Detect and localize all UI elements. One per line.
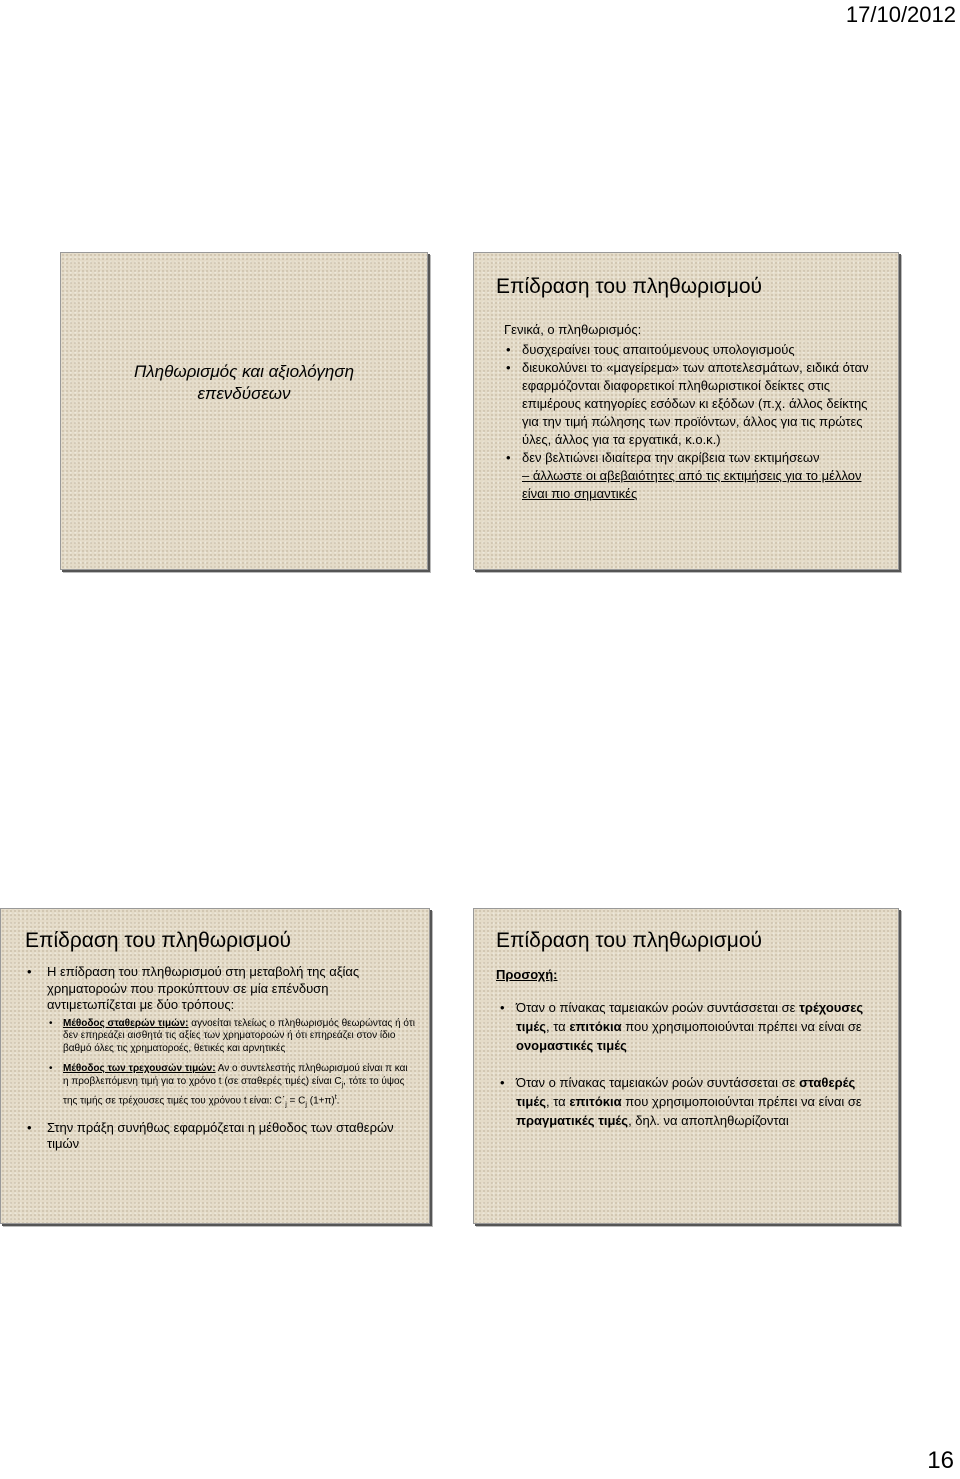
method-text: , τότε το ύψος της τιμής σε τρέχουσες τιμές του χρόνου t είναι: C΄ (63, 1075, 405, 1107)
bullet-text: , δηλ. να αποπληθωρίζονται (628, 1113, 789, 1128)
bullet-item: • Η επίδραση του πληθωρισμού στη μεταβολή της αξίας χρηματοροών που προκύπτουν σε μία επένδυση αντιμετωπίζεται με δύο τρόπους: (23, 964, 415, 1014)
slide-body (496, 965, 884, 1148)
bullet-list (23, 964, 415, 1014)
bold-term: τρέχουσες τιμές (516, 1000, 864, 1034)
method-text: = C (286, 1095, 306, 1107)
method-text: αγνοείται τελείως ο πληθωρισμός θεωρώντας ή ότι δεν επηρεάζει αισθητά τις αξίες των χρηματοροών ή ότι επηρεάζει στον ίδιο βαθμό όλες τις χρηματοροές, θετικές και αρνητικές (63, 1017, 416, 1054)
cover-title (61, 361, 427, 405)
slide-inflation-methods (0, 908, 430, 1224)
superscript-t: t (334, 1094, 337, 1101)
slide-cover (60, 252, 428, 570)
bold-term: πραγματικές τιμές (516, 1113, 629, 1128)
bullet-text: Όταν ο πίνακας ταμειακών ροών συντάσσεται σε (516, 1075, 800, 1090)
method-text: Αν ο συντελεστής πληθωρισμού είναι π και η προβλεπόμενη τιμή για το χρόνο t (σε σταθερές τιμές) είναι C (63, 1063, 408, 1087)
bullet-text: δεν βελτιώνει ιδιαίτερα την ακρίβεια των εκτιμήσεων (522, 450, 820, 465)
subscript-j: j (285, 1101, 287, 1109)
attention-label: Προσοχή: (496, 967, 558, 982)
slide-title: Επίδραση του πληθωρισμού (496, 929, 762, 952)
slide-inflation-attention (473, 908, 899, 1224)
bullet-text: , τα (546, 1094, 570, 1109)
slide-body (23, 964, 415, 1153)
slide-title: Επίδραση του πληθωρισμού (25, 929, 291, 952)
slide-body (504, 321, 880, 503)
bullet-item (496, 1073, 884, 1130)
bold-term: σταθερές τιμές (516, 1075, 856, 1109)
method-constant-prices (47, 1018, 415, 1056)
method-label: Μέθοδος των τρεχουσών τιμών: (63, 1063, 216, 1074)
bullet-list (504, 341, 880, 503)
bullet-list (496, 998, 884, 1130)
cover-title-line2: επενδύσεων (197, 384, 291, 403)
slide-title: Επίδραση του πληθωρισμού (496, 275, 762, 298)
bold-term: επιτόκια (569, 1019, 622, 1034)
intro-text: Γενικά, ο πληθωρισμός: (504, 322, 642, 337)
method-label: Μέθοδος σταθερών τιμών: (63, 1017, 189, 1029)
bullet-list (23, 1120, 415, 1153)
method-list (47, 1018, 415, 1112)
bullet-item (496, 998, 884, 1055)
bold-term: επιτόκια (569, 1094, 622, 1109)
header-date: 17/10/2012 (845, 2, 956, 27)
dash-subpoint: – άλλωστε οι αβεβαιότητες από τις εκτιμήσεις για το μέλλον είναι πιο σημαντικές (522, 468, 862, 501)
bullet-item: • δυσχεραίνει τους απαιτούμενους υπολογισμούς (504, 341, 880, 359)
bullet-text: Όταν ο πίνακας ταμειακών ροών συντάσσεται σε (516, 1000, 800, 1015)
method-current-prices (47, 1063, 415, 1112)
bullet-item (504, 449, 880, 503)
subscript-j: j (305, 1101, 307, 1109)
bullet-item: • Στην πράξη συνήθως εφαρμόζεται η μέθοδος των σταθερών τιμών (23, 1120, 415, 1153)
slide-inflation-effect-general (473, 252, 899, 570)
bullet-text: που χρησιμοποιούνται πρέπει να είναι σε (621, 1094, 862, 1109)
bold-term: ονομαστικές τιμές (516, 1038, 627, 1053)
page-number: 16 (927, 1447, 954, 1474)
bullet-text: , τα (546, 1019, 570, 1034)
subscript-j: j (341, 1081, 344, 1089)
bullet-item: • διευκολύνει το «μαγείρεμα» των αποτελεσμάτων, ειδικά όταν εφαρμόζονται διαφορετικοί πληθωριστικοί δείκτες στις επιμέρους κατηγορίες εσόδων κι εξόδων (π.χ. άλλος δείκτης για την τιμή πώλησης των προϊόντων, άλλος για τις πρώτες ύλες, άλλος για τα εργατικά, κ.ο.κ.) (504, 359, 880, 449)
method-text: . (336, 1095, 340, 1107)
method-text: (1+π) (306, 1095, 335, 1107)
cover-title-line1: Πληθωρισμός και αξιολόγηση (133, 362, 355, 381)
bullet-text: που χρησιμοποιούνται πρέπει να είναι σε (621, 1019, 862, 1034)
